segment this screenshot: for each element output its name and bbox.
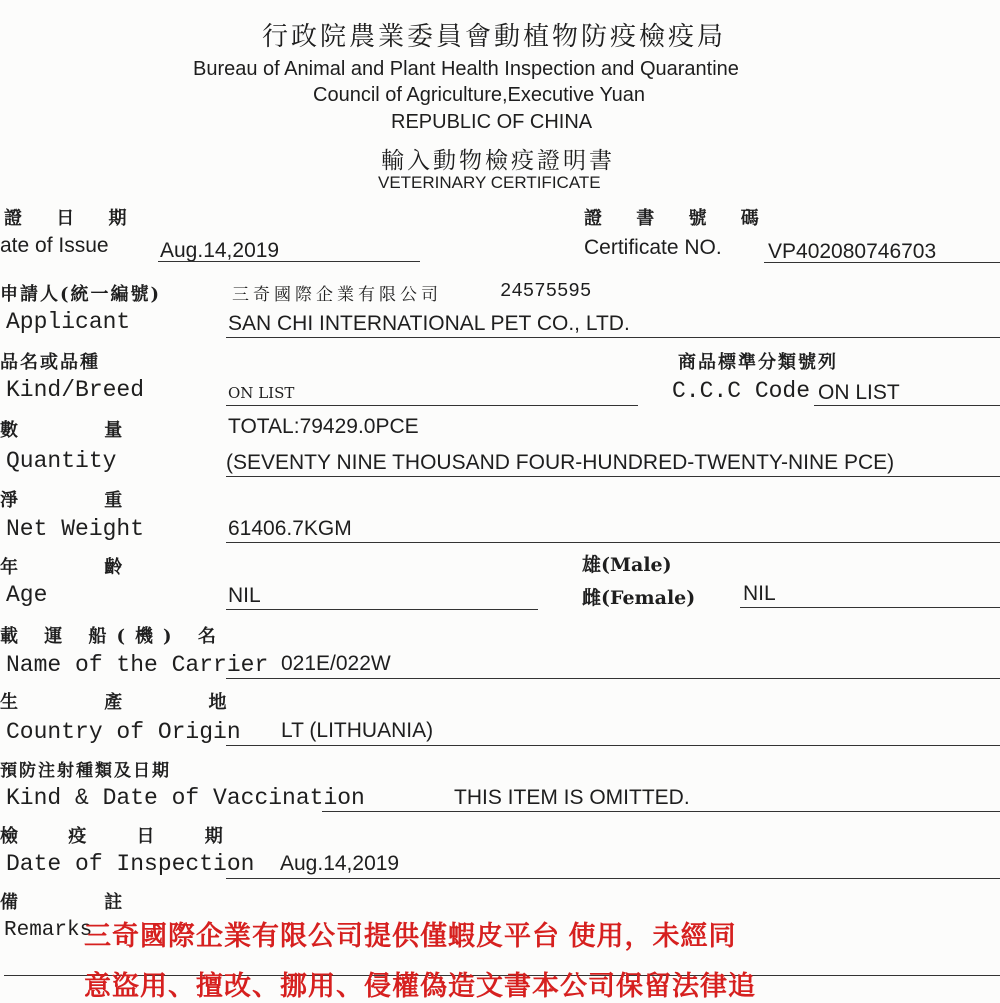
council-title: Council of Agriculture,Executive Yuan: [313, 84, 646, 106]
inspection-label-zh: 檢 疫 日 期: [0, 826, 245, 847]
age-label-zh: 年 齡: [0, 557, 163, 578]
vaccination-label-en: Kind & Date of Vaccination: [6, 785, 365, 811]
quantity-underline: [226, 476, 1000, 477]
carrier-underline: [226, 678, 1000, 679]
quantity-value-words: (SEVENTY NINE THOUSAND FOUR-HUNDRED-TWENTY-NINE PCE): [226, 451, 895, 474]
quantity-label-zh: 數 量: [0, 420, 163, 441]
watermark-line-1: 三奇國際企業有限公司提供僅蝦皮平台 使用，未經同: [84, 921, 737, 951]
certificate-title-zh: 輸入動物檢疫證明書: [381, 148, 615, 174]
ccc-code-label-zh: 商品標準分類號列: [678, 352, 838, 373]
kind-breed-value: ON LIST: [228, 384, 295, 402]
carrier-label-zh: 載 運 船(機) 名: [0, 626, 226, 647]
applicant-name-zh: 三奇國際企業有限公司: [232, 285, 442, 305]
applicant-underline: [226, 337, 1000, 338]
quantity-value: TOTAL:79429.0PCE: [228, 415, 419, 438]
certificate-no-label-zh: 證 書 號 碼: [584, 208, 773, 229]
kind-breed-label-en: Kind/Breed: [6, 377, 145, 403]
certificate-no-value: VP402080746703: [768, 240, 937, 263]
remarks-label-zh: 備 註: [0, 892, 163, 913]
inspection-label-en: Date of Inspection: [6, 851, 255, 877]
agency-title-en: Bureau of Animal and Plant Health Inspection and Quarantine: [193, 58, 739, 80]
certificate-title-en: VETERINARY CERTIFICATE: [378, 173, 601, 192]
age-value: NIL: [228, 584, 261, 607]
agency-title-zh: 行政院農業委員會動植物防疫檢疫局: [262, 22, 727, 52]
applicant-label-zh: 申請人(統一編號): [0, 284, 162, 305]
applicant-label-en: Applicant: [6, 309, 131, 335]
issue-date-underline: [158, 261, 420, 262]
sex-underline: [740, 607, 1000, 608]
vaccination-value: THIS ITEM IS OMITTED.: [454, 786, 690, 809]
vaccination-underline: [322, 811, 1000, 812]
female-label: 雌(Female): [582, 587, 696, 609]
ccc-code-label-en: C.C.C Code: [672, 378, 811, 404]
issue-date-label-en: ate of Issue: [0, 234, 109, 257]
watermark-line-2: 意盜用、擅改、挪用、侵權偽造文書本公司保留法律追: [84, 971, 756, 1001]
origin-label-en: Country of Origin: [6, 719, 241, 745]
sex-value: NIL: [743, 582, 776, 605]
ccc-code-underline: [814, 405, 1000, 406]
net-weight-underline: [226, 542, 1000, 543]
carrier-label-en: Name of the Carrier: [6, 652, 269, 678]
age-underline: [226, 609, 538, 610]
certificate-no-label-en: Certificate NO.: [584, 236, 722, 259]
origin-value: LT (LITHUANIA): [281, 719, 434, 742]
male-label: 雄(Male): [582, 554, 672, 576]
inspection-value: Aug.14,2019: [280, 852, 400, 875]
issue-date-label-zh: 證 日 期: [4, 208, 141, 229]
quantity-label-en: Quantity: [6, 448, 117, 474]
inspection-underline: [226, 878, 1000, 879]
origin-label-zh: 生 產 地: [0, 692, 267, 713]
applicant-name-en: SAN CHI INTERNATIONAL PET CO., LTD.: [228, 312, 630, 335]
kind-breed-label-zh: 品名或品種: [0, 352, 100, 373]
origin-underline: [226, 745, 1000, 746]
carrier-value: 021E/022W: [281, 652, 391, 675]
ccc-code-value: ON LIST: [818, 381, 900, 404]
applicant-id-number: 24575595: [500, 280, 592, 302]
net-weight-label-zh: 淨 重: [0, 490, 163, 511]
certificate-no-underline: [764, 262, 1000, 263]
net-weight-label-en: Net Weight: [6, 516, 145, 542]
country-title: REPUBLIC OF CHINA: [391, 111, 593, 133]
vaccination-label-zh: 預防注射種類及日期: [0, 761, 171, 781]
remarks-label-en: Remarks: [4, 919, 93, 942]
net-weight-value: 61406.7KGM: [228, 517, 352, 540]
kind-breed-underline: [226, 405, 638, 406]
age-label-en: Age: [6, 582, 48, 608]
issue-date-value: Aug.14,2019: [160, 239, 280, 262]
